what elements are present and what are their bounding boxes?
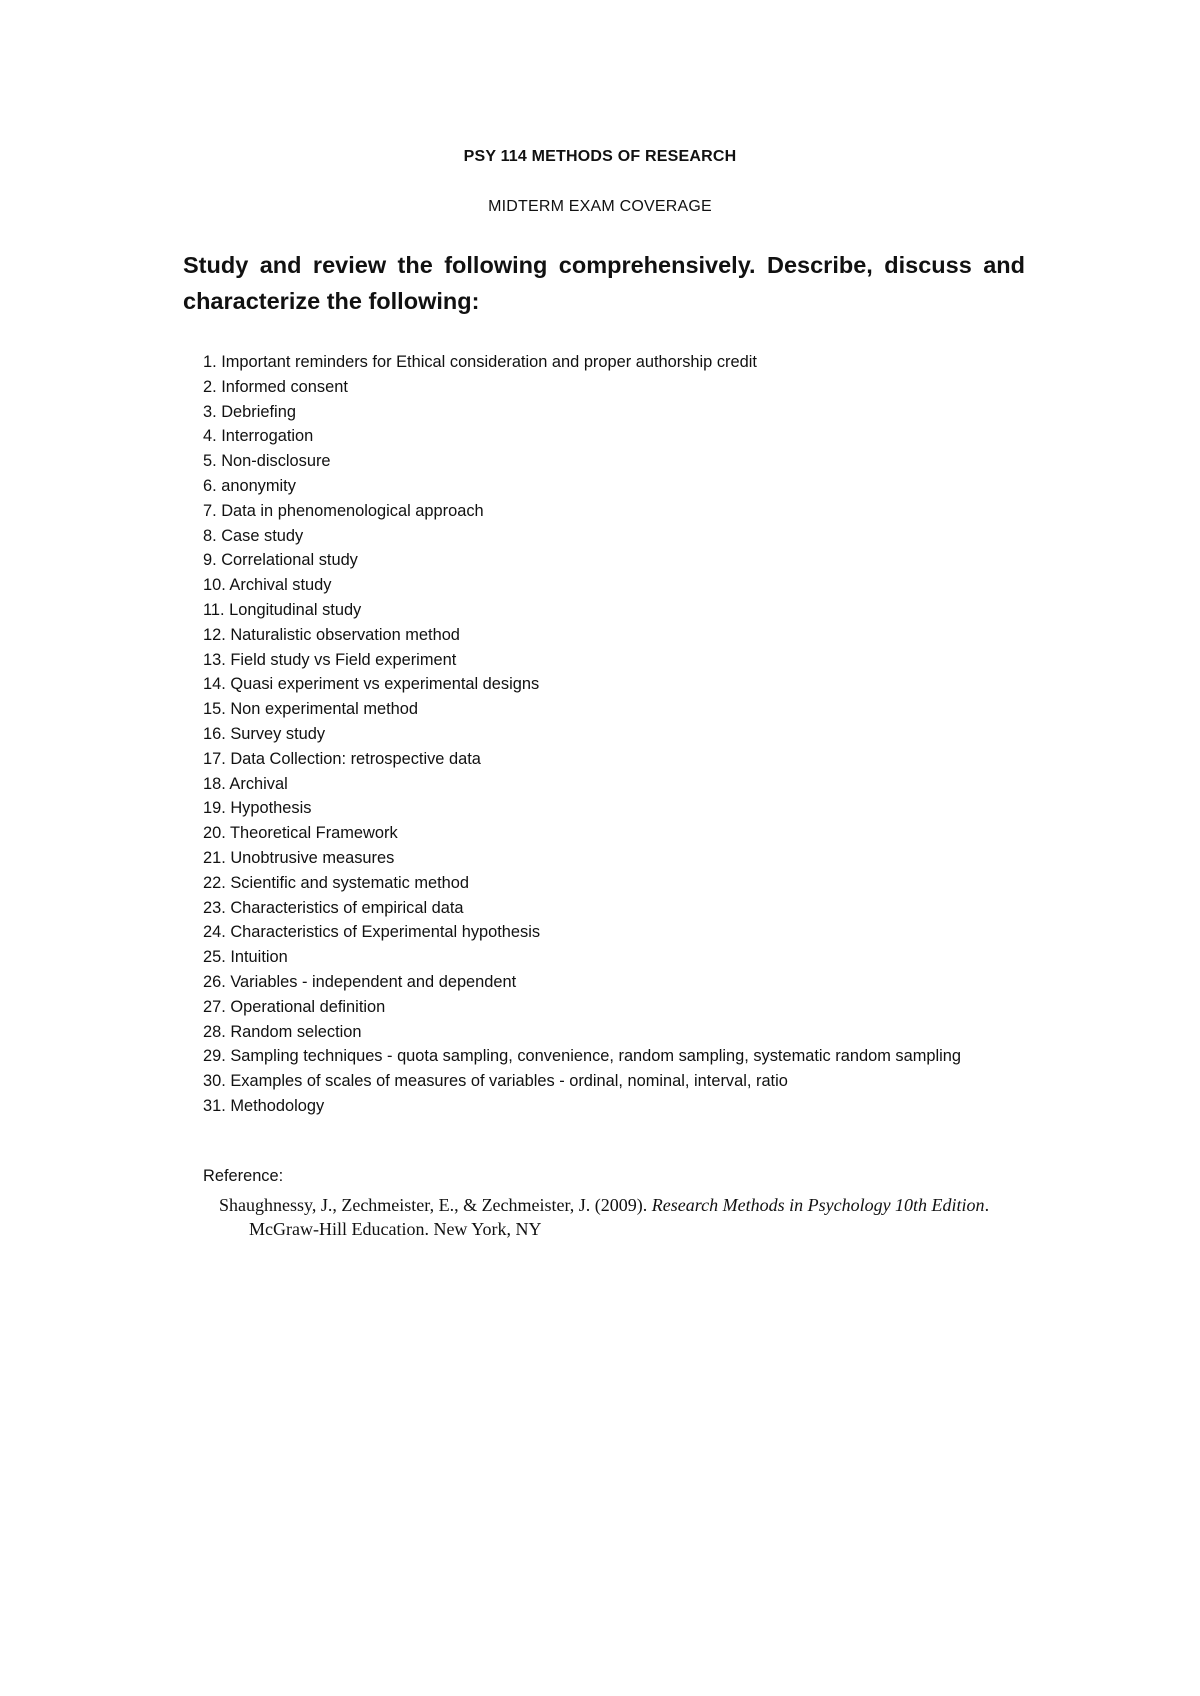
list-item: 10. Archival study [203,576,332,595]
list-item: 2. Informed consent [203,377,348,396]
list-item: 4. Interrogation [203,427,314,446]
list-item: 19. Hypothesis [203,799,312,818]
list-item: 17. Data Collection: retrospective data [203,749,481,768]
exam-coverage-subtitle: MIDTERM EXAM COVERAGE [488,198,712,215]
list-item: 8. Case study [203,526,304,545]
study-instructions: Study and review the following comprehensively. Describe, discuss and characterize the following: [183,252,1025,314]
reference-label: Reference: [203,1167,284,1185]
list-item: 30. Examples of scales of measures of variables - ordinal, nominal, interval, ratio [203,1072,788,1091]
list-item: 25. Intuition [203,948,288,967]
list-item: 27. Operational definition [203,997,386,1016]
list-item: 13. Field study vs Field experiment [203,650,457,669]
list-item: 3. Debriefing [203,402,296,421]
list-item: 28. Random selection [203,1022,362,1041]
list-item: 11. Longitudinal study [203,600,362,619]
list-item: 1. Important reminders for Ethical consideration and proper authorship credit [203,353,757,371]
list-item: 18. Archival [203,774,288,793]
list-item: 14. Quasi experiment vs experimental designs [203,675,540,694]
list-item: 31. Methodology [203,1096,325,1115]
list-item: 7. Data in phenomenological approach [203,501,484,520]
list-item: 12. Naturalistic observation method [203,625,460,644]
list-item: 9. Correlational study [203,551,358,570]
list-item: 21. Unobtrusive measures [203,848,395,867]
course-title: PSY 114 METHODS OF RESEARCH [463,148,737,165]
list-item: 29. Sampling techniques - quota sampling, convenience, random sampling, systematic random sampling [203,1047,962,1066]
list-item: 22. Scientific and systematic method [203,873,470,892]
list-item: 5. Non-disclosure [203,452,331,471]
citation-authors: Shaughnessy, J., Zechmeister, E., & Zechmeister, J. (2009). [219,1195,652,1215]
list-item: 26. Variables - independent and dependent [203,972,517,991]
list-item: 16. Survey study [203,724,326,743]
citation-publisher: . McGraw-Hill Education. New York, NY [249,1195,990,1239]
citation-book-title: Research Methods in Psychology 10th Edition [651,1195,985,1215]
list-item: 15. Non experimental method [203,700,419,719]
list-item: 20. Theoretical Framework [203,824,398,843]
list-item: 6. anonymity [203,476,296,495]
list-item: 24. Characteristics of Experimental hypothesis [203,923,541,942]
topic-list [203,350,1025,1119]
reference-citation [219,1193,1025,1241]
list-item: 23. Characteristics of empirical data [203,898,464,917]
